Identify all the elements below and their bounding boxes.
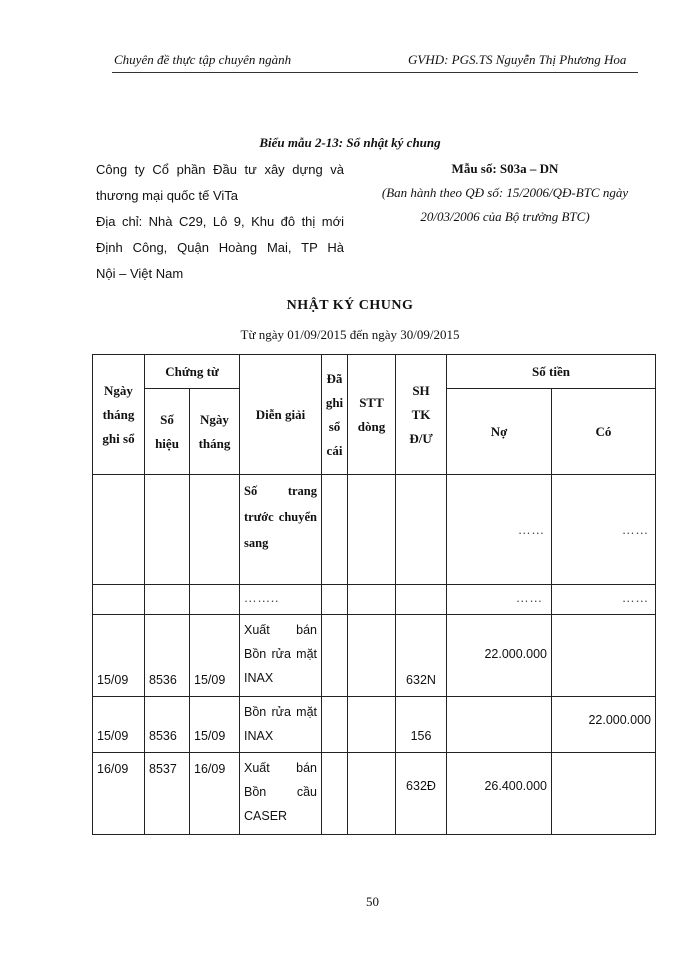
header-voucher: Chứng từ xyxy=(145,355,240,389)
ellipsis-description: …….. xyxy=(244,591,280,605)
row-description: Bồn rửa mặt INAX xyxy=(244,705,317,743)
table-row xyxy=(93,615,656,697)
header-date-recorded: Ngày tháng ghi sổ xyxy=(93,355,145,475)
carried-forward-credit: …… xyxy=(622,522,649,537)
company-line: Nội – Việt Nam xyxy=(96,266,184,281)
row-voucher-no: 8536 xyxy=(149,729,177,743)
row-voucher-date: 15/09 xyxy=(194,729,226,743)
row-debit: 26.400.000 xyxy=(484,779,547,793)
header-voucher-no: Số hiệu xyxy=(145,389,190,475)
row-voucher-no: 8537 xyxy=(149,762,177,776)
row-date: 16/09 xyxy=(97,762,129,776)
page-number: 50 xyxy=(366,894,379,909)
company-line: Địa chỉ: Nhà C29, Lô 9, Khu đô thị mới xyxy=(96,214,344,229)
header-posted: Đã ghi sổ cái xyxy=(322,355,348,475)
row-debit: 22.000.000 xyxy=(484,647,547,661)
row-credit xyxy=(552,615,655,621)
header-description: Diễn giải xyxy=(240,355,322,475)
ellipsis-credit: …… xyxy=(622,591,649,605)
company-line: Định Công, Quận Hoàng Mai, TP Hà xyxy=(96,240,344,255)
journal-table xyxy=(92,354,656,835)
table-row xyxy=(93,585,656,615)
journal-period: Từ ngày 01/09/2015 đến ngày 30/09/2015 xyxy=(240,327,460,342)
header-debit: Nợ xyxy=(447,389,552,475)
carried-forward-debit: …… xyxy=(518,522,545,537)
row-account: 156 xyxy=(410,729,432,743)
running-header-left: Chuyên đề thực tập chuyên ngành xyxy=(114,52,292,67)
row-voucher-date: 15/09 xyxy=(194,673,226,687)
form-code: Mẫu số: S03a – DN xyxy=(451,161,559,176)
row-debit xyxy=(447,697,551,703)
table-row xyxy=(93,475,656,585)
row-account: 632Đ xyxy=(406,779,436,793)
form-note: (Ban hành theo QĐ số: 15/2006/QĐ-BTC ngày xyxy=(381,185,629,200)
journal-title: NHẬT KÝ CHUNG xyxy=(286,298,414,313)
form-title: Biểu mẫu 2-13: Sổ nhật ký chung xyxy=(259,135,441,150)
carried-forward-label: Số trang trước chuyển sang xyxy=(244,484,317,550)
company-line: thương mại quốc tế ViTa xyxy=(96,188,239,203)
header-account: SH TK Đ/Ư xyxy=(396,355,447,475)
company-line: Công ty Cổ phần Đầu tư xây dựng và xyxy=(96,162,344,177)
row-description: Xuất bán Bồn rửa mặt INAX xyxy=(244,623,317,685)
header-divider xyxy=(112,72,638,73)
table-row xyxy=(93,697,656,753)
row-credit: 22.000.000 xyxy=(588,713,651,727)
row-voucher-no: 8536 xyxy=(149,673,177,687)
running-header-right: GVHD: PGS.TS Nguyễn Thị Phương Hoa xyxy=(408,52,627,67)
row-description: Xuất bán Bồn cầu CASER xyxy=(244,761,317,823)
form-note: 20/03/2006 của Bộ trưởng BTC) xyxy=(420,209,590,224)
ellipsis-debit: …… xyxy=(516,591,543,605)
company-info xyxy=(96,157,344,287)
header-amount: Số tiền xyxy=(447,355,656,389)
header-voucher-date: Ngày tháng xyxy=(190,389,240,475)
row-date: 15/09 xyxy=(97,673,129,687)
row-date: 15/09 xyxy=(97,729,129,743)
row-account: 632N xyxy=(406,673,436,687)
row-voucher-date: 16/09 xyxy=(194,762,226,776)
header-credit: Có xyxy=(552,389,656,475)
table-row xyxy=(93,753,656,835)
row-credit xyxy=(552,753,655,759)
header-line-no: STT dòng xyxy=(348,355,396,475)
form-number-block xyxy=(360,157,650,229)
